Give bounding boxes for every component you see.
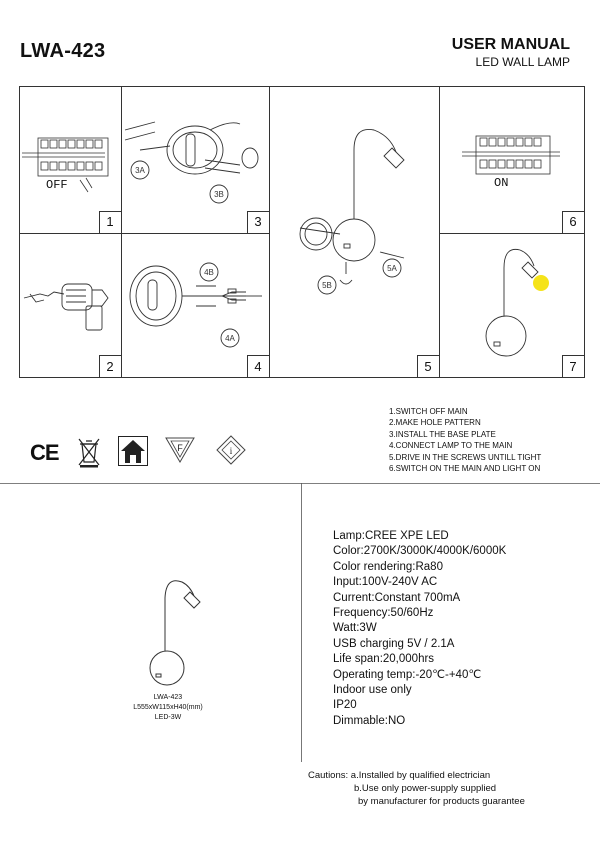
i-mark-icon xyxy=(215,434,247,466)
panel-number-4: 4 xyxy=(254,359,262,374)
product-caption-power: LED-3W xyxy=(154,714,182,721)
drill-icon xyxy=(24,284,108,330)
spec-row: USB charging 5V / 2.1A xyxy=(333,637,455,650)
panel-number-2: 2 xyxy=(106,359,114,374)
indoor-house-icon xyxy=(118,436,148,466)
model-number: LWA-423 xyxy=(20,40,106,62)
callout-3b: 3B xyxy=(214,190,224,199)
product-lamp-icon xyxy=(150,581,200,685)
cautions-label: Cautions: xyxy=(308,770,349,781)
step-item: 5.DRIVE IN THE SCREWS UNTILL TIGHT xyxy=(389,452,542,462)
spec-row: Color rendering:Ra80 xyxy=(333,560,443,573)
step-item: 3.INSTALL THE BASE PLATE xyxy=(389,429,496,439)
spec-row: Input:100V-240V AC xyxy=(333,576,438,589)
callout-5b: 5B xyxy=(322,281,332,290)
product-caption-name: LWA-423 xyxy=(153,694,183,701)
caution-line: by manufacturer for products guarantee xyxy=(358,795,525,807)
callout-5a: 5A xyxy=(387,264,397,273)
switch-off-label: OFF xyxy=(46,178,68,192)
step-item: 1.SWITCH OFF MAIN xyxy=(389,407,468,416)
f-mark-icon xyxy=(164,436,196,464)
ce-mark-icon: CE xyxy=(30,440,59,465)
product-caption-dimensions: L555xW115xH40(mm) xyxy=(133,704,203,711)
step-item: 4.CONNECT LAMP TO THE MAIN xyxy=(389,441,513,451)
panel-number-7: 7 xyxy=(569,359,577,374)
callout-4b: 4B xyxy=(204,268,214,277)
weee-bin-icon xyxy=(76,436,102,468)
breaker-panel-on-icon xyxy=(462,136,560,174)
spec-row: Dimmable:NO xyxy=(333,714,406,727)
product-caption xyxy=(130,693,206,723)
lamp-glow-icon xyxy=(533,275,549,291)
cautions-block xyxy=(308,770,525,808)
spec-row: Life span:20,000hrs xyxy=(333,653,435,666)
spec-row: Watt:3W xyxy=(333,622,377,635)
spec-row: Indoor use only xyxy=(333,684,412,697)
panel-number-5: 5 xyxy=(424,359,432,374)
document-subtitle: LED WALL LAMP xyxy=(475,55,570,69)
step-item: 2.MAKE HOLE PATTERN xyxy=(389,418,481,428)
wiring-connection-icon xyxy=(130,263,262,347)
installation-steps xyxy=(389,406,541,474)
spec-row: Operating temp:-20℃-+40℃ xyxy=(333,668,482,681)
caution-line: Cautions: a.Installed by qualified electrician xyxy=(308,770,491,781)
lamp-lit-icon xyxy=(486,249,538,356)
spec-row: Lamp:CREE XPE LED xyxy=(333,530,449,542)
base-plate-screws-icon xyxy=(125,122,258,203)
step-item: 6.SWITCH ON THE MAIN AND LIGHT ON xyxy=(389,464,541,474)
spec-row: Color:2700K/3000K/4000K/6000K xyxy=(333,545,507,558)
spec-row: IP20 xyxy=(333,699,357,712)
f-mark-letter: F xyxy=(177,443,183,453)
callout-4a: 4A xyxy=(225,334,235,343)
document-title: USER MANUAL xyxy=(451,36,570,53)
panel-number-1: 1 xyxy=(106,214,114,229)
specifications-list xyxy=(333,529,506,729)
panel-number-6: 6 xyxy=(569,214,577,229)
panel-number-3: 3 xyxy=(254,214,262,229)
spec-row: Current:Constant 700mA xyxy=(333,591,461,604)
spec-row: Frequency:50/60Hz xyxy=(333,607,434,620)
caution-line: b.Use only power-supply supplied xyxy=(354,782,497,794)
i-mark-letter: i xyxy=(229,446,233,456)
callout-3a: 3A xyxy=(135,166,145,175)
switch-on-label: ON xyxy=(494,176,509,190)
